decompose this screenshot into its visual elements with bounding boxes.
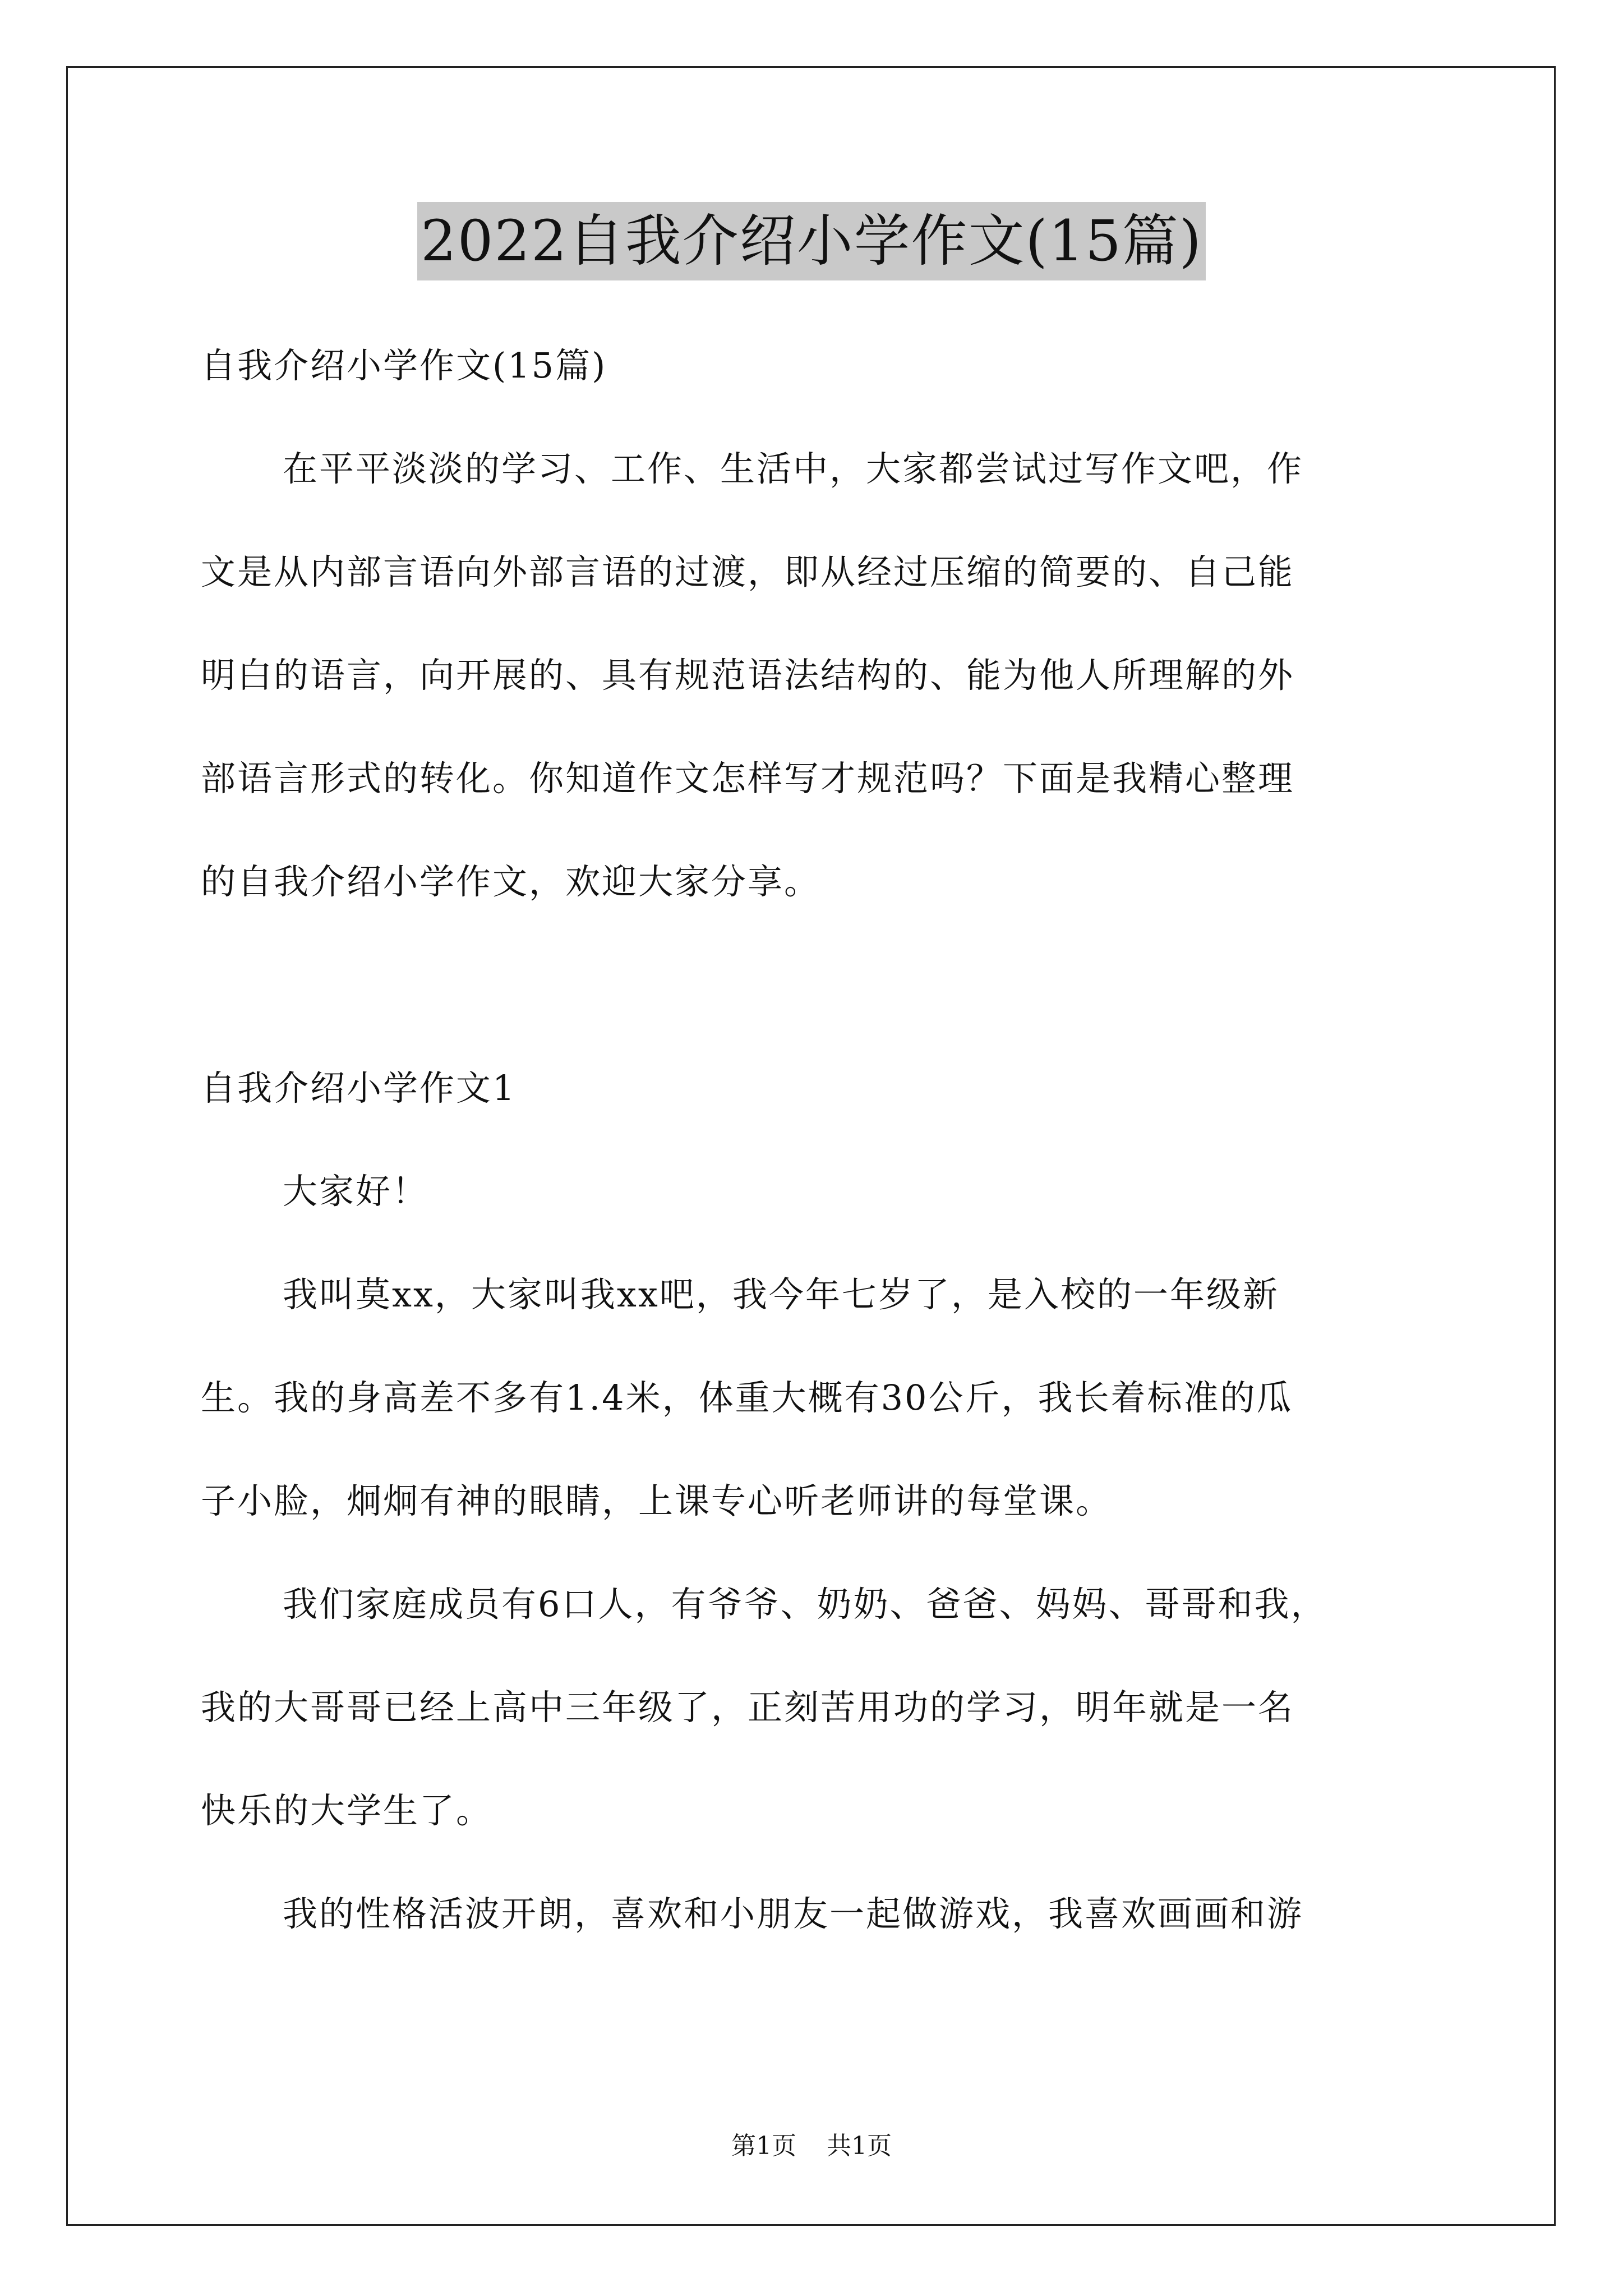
page-footer: [0, 2129, 1623, 2163]
paragraph-line: 生。我的身高差不多有1.4米，体重大概有30公斤，我长着标准的瓜: [201, 1377, 1293, 1418]
document-title: 2022自我介绍小学作文(15篇): [417, 202, 1206, 280]
paragraph-line: 快乐的大学生了。: [201, 1790, 493, 1831]
intro-line: 部语言形式的转化。你知道作文怎样写才规范吗？下面是我精心整理: [201, 758, 1295, 799]
intro-line: 在平平淡淡的学习、工作、生活中，大家都尝试过写作文吧，作: [283, 448, 1304, 489]
paragraph-line: 我的大哥哥已经上高中三年级了，正刻苦用功的学习，明年就是一名: [201, 1687, 1295, 1728]
subtitle: 自我介绍小学作文(15篇): [201, 345, 607, 386]
paragraph-line: 子小脸，炯炯有神的眼睛，上课专心听老师讲的每堂课。: [201, 1480, 1113, 1521]
intro-line: 文是从内部言语向外部言语的过渡，即从经过压缩的简要的、自己能: [201, 551, 1295, 592]
greeting: 大家好！: [283, 1171, 429, 1212]
page-number: 第1页: [731, 2132, 796, 2160]
intro-line: 明白的语言，向开展的、具有规范语法结构的、能为他人所理解的外: [201, 655, 1295, 696]
paragraph-gap: [201, 933, 1435, 1037]
document-body: [201, 314, 1435, 1966]
section-heading: 自我介绍小学作文1: [201, 1068, 517, 1108]
paragraph-line: 我们家庭成员有6口人，有爷爷、奶奶、爸爸、妈妈、哥哥和我，: [283, 1584, 1327, 1625]
title-container: [0, 202, 1623, 280]
paragraph-line: 我的性格活波开朗，喜欢和小朋友一起做游戏，我喜欢画画和游: [283, 1893, 1304, 1934]
paragraph-line: 我叫莫xx，大家叫我xx吧，我今年七岁了，是入校的一年级新: [283, 1274, 1279, 1315]
intro-line: 的自我介绍小学作文，欢迎大家分享。: [201, 861, 821, 902]
page-count: 共1页: [827, 2132, 892, 2160]
